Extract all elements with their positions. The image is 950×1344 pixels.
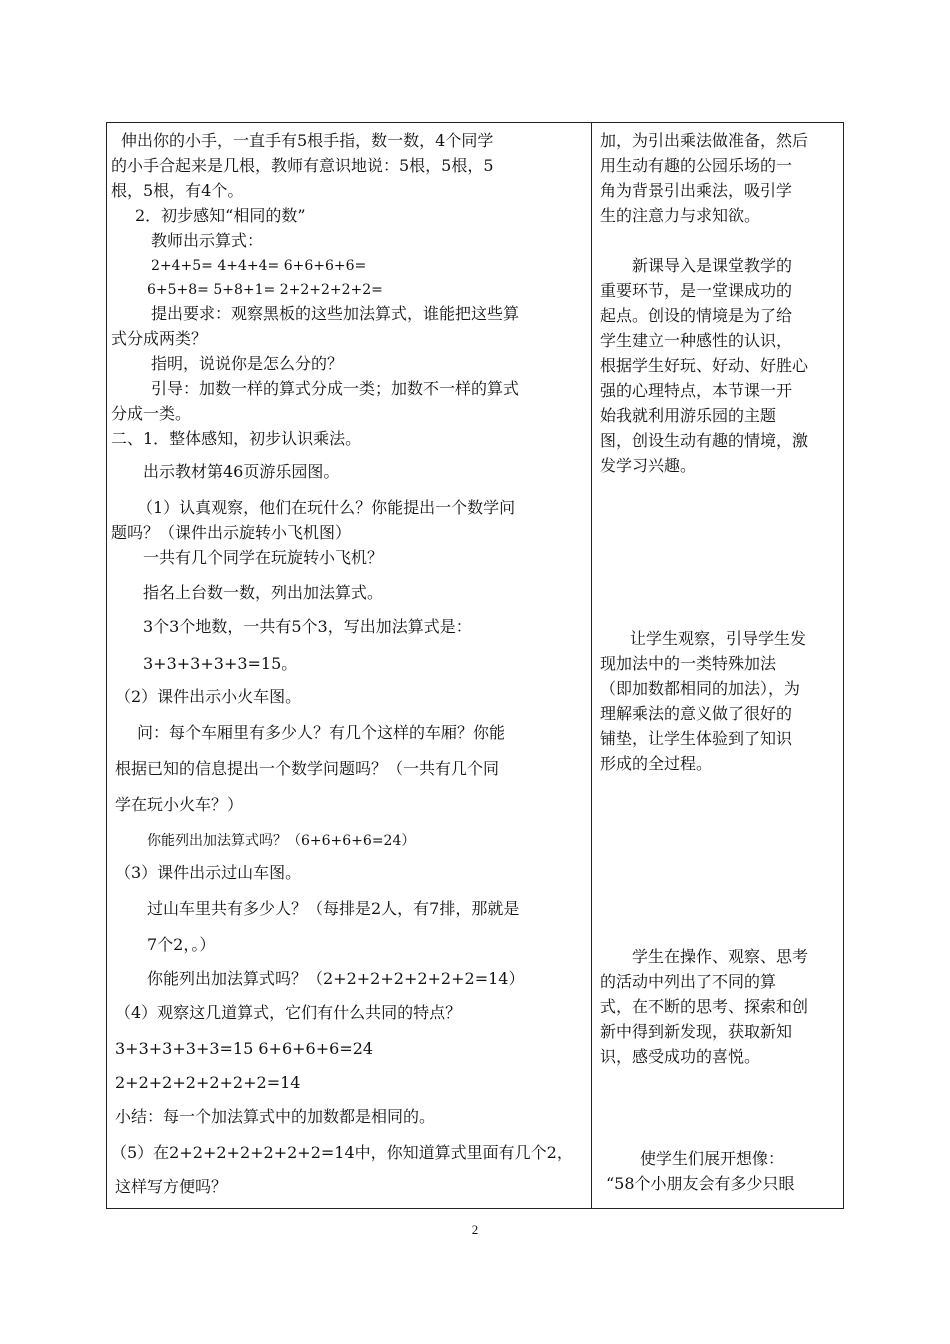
lesson-text-line: 指明，说说你是怎么分的？: [151, 354, 344, 373]
design-note-line: 现加法中的一类特殊加法: [600, 654, 777, 673]
design-note-line: 学生在操作、观察、思考: [632, 947, 809, 966]
lesson-text-line: （1）认真观察，他们在玩什么？你能提出一个数学问: [137, 498, 516, 517]
design-note-line: 使学生们展开想像：: [640, 1149, 785, 1168]
lesson-text-line: 教师出示算式：: [151, 231, 264, 250]
design-note-line: 图，创设生动有趣的情境，激: [600, 431, 809, 450]
design-note-line: 学生建立一种感性的认识，: [600, 331, 793, 350]
design-note-line: 的活动中列出了不同的算: [600, 972, 777, 991]
lesson-text-line: 的小手合起来是几根，教师有意识地说：5根，5根，5: [111, 156, 494, 175]
lesson-text-line: 指名上台数一数，列出加法算式。: [143, 583, 384, 602]
page-number: 2: [471, 1222, 479, 1237]
lesson-text-line: 3个3个地数，一共有5个3，写出加法算式是：: [143, 617, 472, 636]
lesson-text-line: 根，5根，有4个。: [111, 181, 244, 200]
lesson-text-line: （3）课件出示过山车图。: [115, 863, 302, 882]
design-note-line: 用生动有趣的公园乐场的一: [600, 156, 793, 175]
design-note-line: 根据学生好玩、好动、好胜心: [600, 356, 809, 375]
lesson-text-line: 学在玩小火车？）: [115, 795, 244, 814]
design-note-line: 理解乘法的意义做了很好的: [600, 704, 793, 723]
lesson-text-line: 提出要求：观察黑板的这些加法算式，谁能把这些算: [151, 304, 520, 323]
design-note-line: 始我就利用游乐园的主题: [600, 406, 777, 425]
lesson-text-line: 6+5+8= 5+8+1= 2+2+2+2+2=: [147, 282, 383, 298]
lesson-text-line: 问：每个车厢里有多少人？有几个这样的车厢？你能: [137, 723, 506, 742]
lesson-text-line: （5）在2+2+2+2+2+2+2=14中，你知道算式里面有几个2，: [111, 1143, 573, 1162]
design-note-line: 让学生观察，引导学生发: [630, 629, 807, 648]
lesson-text-line: 7个2，。）: [147, 935, 216, 954]
lesson-table: [106, 122, 844, 1209]
lesson-text-line: 2．初步感知“相同的数”: [135, 206, 306, 225]
lesson-text-line: 一共有几个同学在玩旋转小飞机？: [143, 548, 384, 567]
design-note-line: 式，在不断的思考、探索和创: [600, 997, 809, 1016]
lesson-text-line: 引导：加数一样的算式分成一类；加数不一样的算式: [151, 379, 520, 398]
design-note-line: 生的注意力与求知欲。: [600, 206, 761, 225]
lesson-text-line: 二、1．整体感知，初步认识乘法。: [111, 429, 362, 448]
design-note-line: “58个小朋友会有多少只眼: [606, 1174, 795, 1193]
lesson-text-line: 这样写方便吗？: [115, 1177, 228, 1196]
lesson-text-line: 伸出你的小手，一直手有5根手指，数一数，4个同学: [121, 131, 494, 150]
design-note-line: 重要环节，是一堂课成功的: [600, 281, 793, 300]
lesson-text-line: （4）观察这几道算式，它们有什么共同的特点？: [115, 1003, 462, 1022]
design-note-line: 识，感受成功的喜悦。: [600, 1047, 761, 1066]
design-note-line: 发学习兴趣。: [600, 456, 697, 475]
lesson-text-line: 题吗？（课件出示旋转小飞机图）: [111, 523, 352, 542]
lesson-text-line: 你能列出加法算式吗？（6+6+6+6=24）: [147, 833, 416, 849]
lesson-text-line: 小结：每一个加法算式中的加数都是相同的。: [115, 1107, 436, 1126]
design-note-line: （即加数都相同的加法），为: [600, 679, 801, 698]
lesson-text-line: 分成一类。: [111, 404, 192, 423]
design-note-line: 加，为引出乘法做准备，然后: [600, 131, 809, 150]
lesson-text-line: 根据已知的信息提出一个数学问题吗？（一共有几个同: [115, 759, 500, 778]
left-column: [107, 123, 591, 1208]
lesson-text-line: （2）课件出示小火车图。: [115, 687, 302, 706]
lesson-text-line: 出示教材第46页游乐园图。: [143, 462, 340, 481]
lesson-text-line: 3+3+3+3+3=15。: [143, 654, 298, 673]
lesson-text-line: 过山车里共有多少人？（每排是2人，有7排，那就是: [147, 899, 520, 918]
lesson-text-line: 2+2+2+2+2+2+2=14: [115, 1073, 301, 1092]
lesson-text-line: 式分成两类？: [111, 329, 208, 348]
design-note-line: 强的心理特点，本节课一开: [600, 381, 793, 400]
right-column: [592, 123, 844, 1208]
lesson-text-line: 你能列出加法算式吗？（2+2+2+2+2+2+2=14）: [147, 969, 525, 988]
lesson-text-line: 2+4+5= 4+4+4= 6+6+6+6=: [151, 258, 367, 274]
design-note-line: 角为背景引出乘法，吸引学: [600, 181, 793, 200]
design-note-line: 形成的全过程。: [600, 754, 713, 773]
lesson-text-line: 3+3+3+3+3=15 6+6+6+6=24: [115, 1039, 374, 1058]
design-note-line: 起点。创设的情境是为了给: [600, 306, 793, 325]
design-note-line: 新中得到新发现，获取新知: [600, 1022, 793, 1041]
design-note-line: 新课导入是课堂教学的: [632, 256, 793, 275]
design-note-line: 铺垫，让学生体验到了知识: [600, 729, 793, 748]
